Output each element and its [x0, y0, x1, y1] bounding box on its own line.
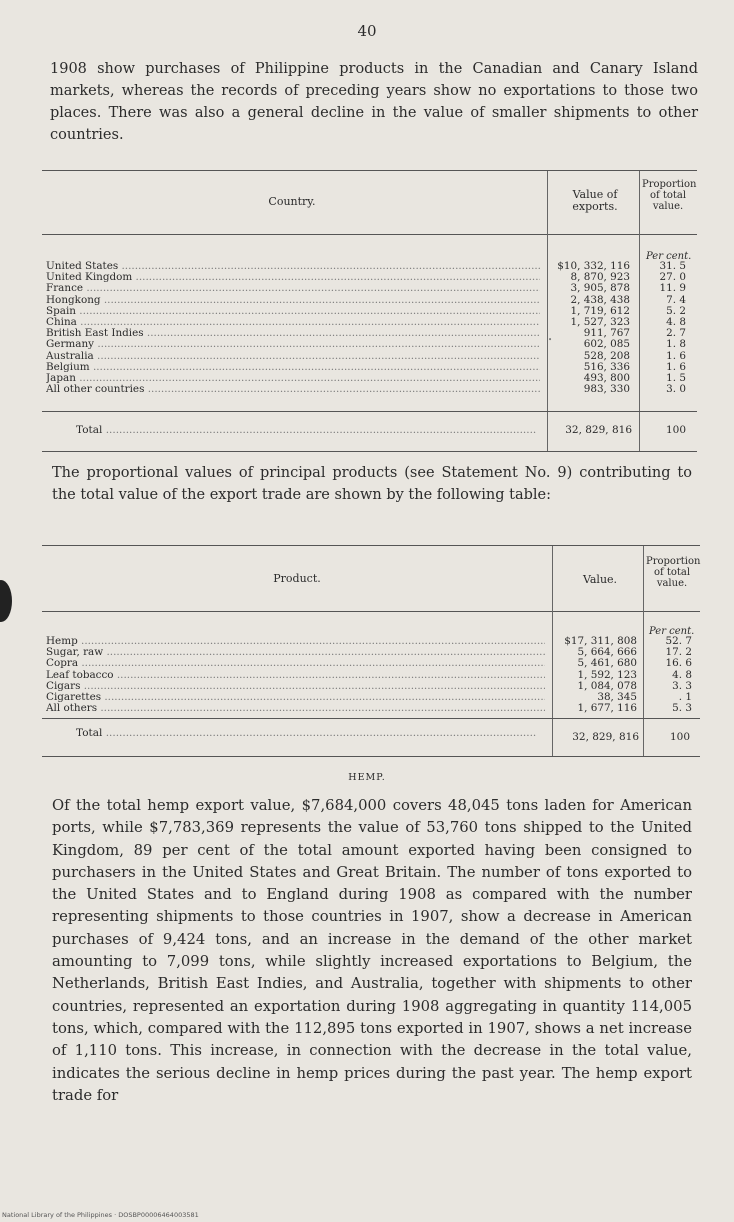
- row-value: 1, 084, 078: [577, 679, 637, 692]
- row-label: Belgium .....: [46, 362, 540, 373]
- row-label: Australia .....: [46, 351, 540, 362]
- row-label: Hemp .....: [46, 636, 545, 647]
- row-percent: 1. 5: [666, 371, 686, 384]
- row-label: Leaf tobacco .....: [46, 670, 545, 681]
- column-divider: [547, 171, 548, 451]
- proportion-column-header: Proportion of total value.: [646, 556, 701, 589]
- row-percent: 1. 6: [666, 360, 686, 373]
- row-label: China .....: [46, 317, 540, 328]
- total-value: 32, 829, 816: [572, 731, 639, 743]
- row-value: 911, 767: [583, 327, 630, 340]
- hemp-paragraph: Of the total hemp export value, $7,684,000 covers 48,045 tons laden for American ports, while $7,783,369 represents the value of 53,760 tons shipped to the United Kingdom, 89 per cent of the total amount exported having been consigned to purchasers in the United States and Great Britain. The number of tons exported to the United States and to England during 1908 as compared with the number representing shipments to those countries in 1907, show a decrease in American purchases of 9,424 tons, and an increase in the demand of the other market amounting to 7,099 tons, while slightly increased exportations to Belgium, the Netherlands, British East Indies, and Australia, together with shipments to other countries, represented an exportation during 1908 aggregating in quantity 114,005 tons, which, compared with the 112,895 tons exported in 1907, shows a net increase of 1,110 tons. This increase, in connection with the decrease in the total value, indicates the serious decline in hemp prices during the past year. The hemp export trade for: [52, 797, 692, 1104]
- row-value: 2, 438, 438: [570, 293, 630, 306]
- section-heading: HEMP.: [348, 772, 386, 783]
- value-column-header: Value of exports.: [572, 188, 618, 213]
- country-column-header: Country.: [268, 195, 316, 208]
- total-label: Total .....: [76, 424, 536, 436]
- row-percent: 2. 7: [666, 327, 686, 340]
- row-percent: 16. 6: [665, 657, 692, 670]
- row-value: $17, 311, 808: [564, 635, 637, 647]
- row-percent: 1. 8: [666, 338, 686, 351]
- product-column-header: Product.: [273, 572, 321, 585]
- total-percent: 100: [665, 424, 686, 436]
- row-label: Cigarettes .....: [46, 692, 545, 703]
- scan-footer: National Library of the Philippines · DOSBP00006464003581: [2, 1211, 199, 1219]
- table-header: [42, 546, 700, 612]
- row-percent: 31. 5: [659, 260, 686, 272]
- row-label: United States .....: [46, 261, 540, 272]
- row-percent: 52. 7: [665, 635, 692, 647]
- row-value: $10, 332, 116: [557, 260, 630, 272]
- row-percent: 3. 3: [672, 679, 692, 692]
- row-value: 3, 905, 878: [570, 282, 630, 295]
- value-column-header: Value.: [582, 573, 618, 586]
- row-value: 8, 870, 923: [570, 271, 630, 284]
- row-value: 528, 208: [583, 349, 630, 362]
- margin-mark: •: [548, 336, 553, 344]
- country-export-table: [42, 170, 697, 452]
- row-label: All others .....: [46, 703, 545, 714]
- row-label: All other countries .....: [46, 384, 540, 395]
- row-value: 1, 592, 123: [577, 668, 637, 681]
- row-label: Japan .....: [46, 373, 540, 384]
- row-label: United Kingdom .....: [46, 272, 540, 283]
- row-percent: 1. 6: [666, 349, 686, 362]
- row-percent: 11. 9: [659, 282, 686, 295]
- total-label: Total .....: [76, 727, 536, 739]
- row-value: 983, 330: [583, 383, 630, 396]
- row-label: Cigars .....: [46, 681, 545, 692]
- row-percent: 3. 0: [666, 383, 686, 396]
- intro-paragraph: 1908 show purchases of Philippine products in the Canadian and Canary Island markets, whereas the records of preceding years show no exportations to those two places. There was also a general decline in the value of smaller shipments to other countries.: [50, 61, 698, 143]
- row-percent: 4. 8: [666, 315, 686, 328]
- row-value: 493, 800: [583, 371, 630, 384]
- ink-blot: [0, 580, 12, 622]
- row-label: Hongkong .....: [46, 295, 540, 306]
- row-value: 1, 677, 116: [577, 702, 637, 715]
- row-percent: 7. 4: [666, 293, 686, 306]
- row-value: 5, 664, 666: [577, 646, 637, 659]
- page-number: 40: [357, 22, 377, 40]
- column-divider: [639, 171, 640, 451]
- row-value: 38, 345: [597, 690, 637, 703]
- row-label: Germany .....: [46, 339, 540, 350]
- row-value: 5, 461, 680: [577, 657, 637, 670]
- row-value: 1, 527, 323: [570, 315, 630, 328]
- row-label: Copra .....: [46, 658, 545, 669]
- row-percent: 5. 3: [672, 702, 692, 715]
- row-label: Sugar, raw .....: [46, 647, 545, 658]
- total-row: [42, 718, 700, 757]
- row-value: 1, 719, 612: [570, 304, 630, 317]
- proportion-column-header: Proportion of total value.: [642, 179, 697, 212]
- total-row: [42, 411, 697, 452]
- row-label: France .....: [46, 283, 540, 294]
- percent-unit-label: Per cent.: [649, 626, 695, 637]
- total-value: 32, 829, 816: [565, 424, 632, 436]
- row-percent: 5. 2: [666, 304, 686, 317]
- row-label: Spain .....: [46, 306, 540, 317]
- row-value: 602, 085: [583, 338, 630, 351]
- row-label: British East Indies .....: [46, 328, 540, 339]
- row-percent: 17. 2: [665, 646, 692, 659]
- row-percent: . 1: [678, 690, 692, 703]
- row-value: 516, 336: [583, 360, 630, 373]
- product-value-table: [42, 545, 700, 757]
- table-header: [42, 171, 697, 235]
- total-percent: 100: [669, 731, 690, 743]
- row-percent: 27. 0: [659, 271, 686, 284]
- row-percent: 4. 8: [672, 668, 692, 681]
- products-paragraph: The proportional values of principal products (see Statement No. 9) contributing to the total value of the export trade are shown by the following table:: [52, 465, 692, 503]
- percent-unit-label: Per cent.: [646, 251, 692, 262]
